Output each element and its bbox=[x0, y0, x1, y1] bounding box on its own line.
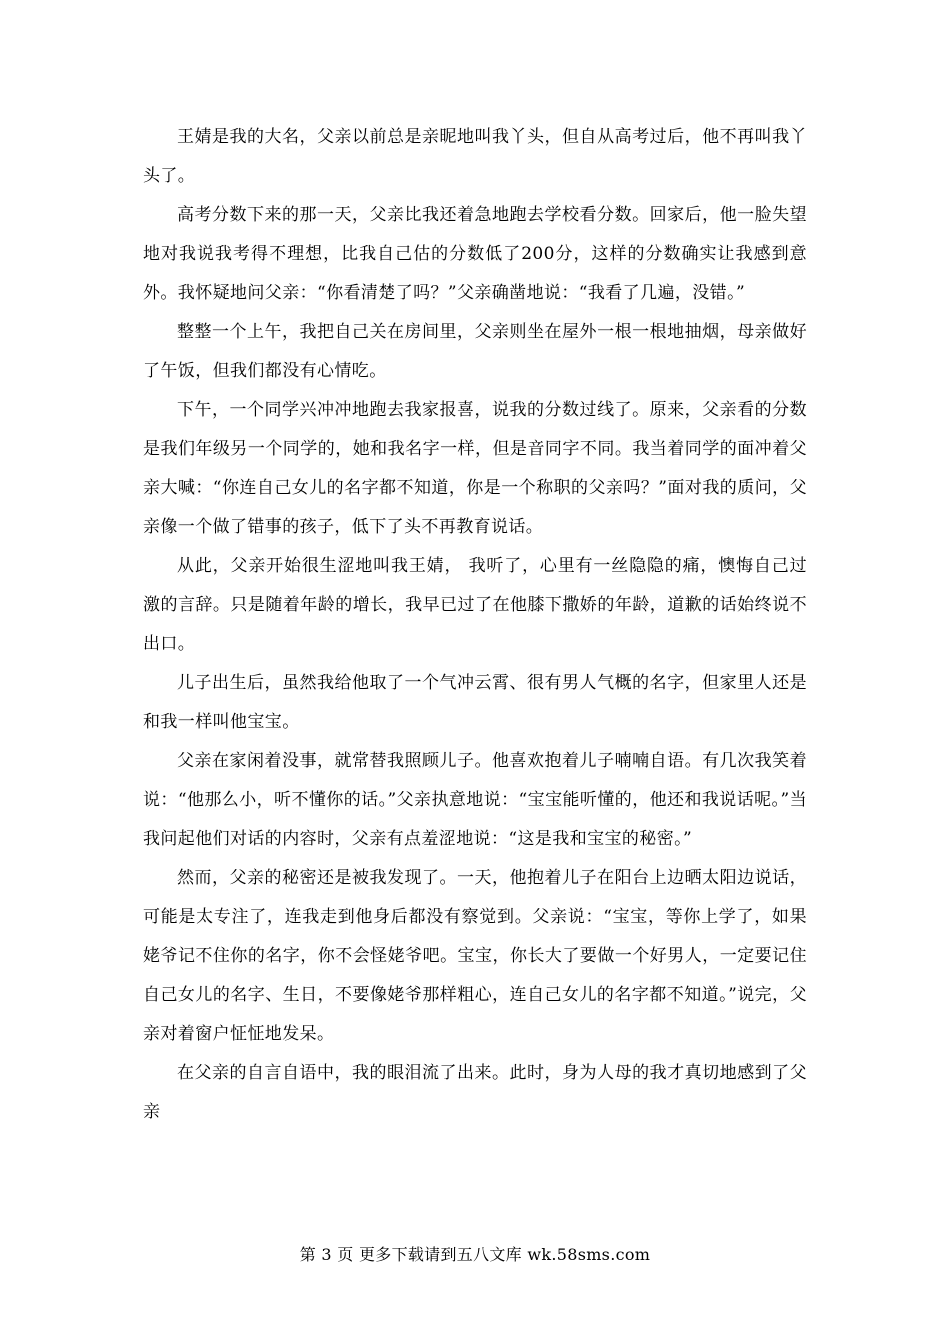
paragraph-4: 下午，一个同学兴冲冲地跑去我家报喜，说我的分数过线了。原来，父亲看的分数是我们年级另一个同学的，她和我名字一样，但是音同字不同。我当着同学的面冲着父亲大喊：“你连自己女儿的名字都不知道，你是一个称职的父亲吗？”面对我的质问，父亲像一个做了错事的孩子，低下了头不再教育说话。 bbox=[143, 400, 807, 537]
paragraph-9: 在父亲的自言自语中，我的眼泪流了出来。此时，身为人母的我才真切地感到了父亲 bbox=[143, 1063, 807, 1122]
paragraph-5: 从此，父亲开始很生涩地叫我王婧， 我听了，心里有一丝隐隐的痛，懊悔自己过激的言辞。只是随着年龄的增长，我早已过了在他膝下撒娇的年龄，道歉的话始终说不出口。 bbox=[143, 556, 807, 654]
paragraph-8: 然而，父亲的秘密还是被我发现了。一天，他抱着儿子在阳台上边晒太阳边说话，可能是太专注了，连我走到他身后都没有察觉到。父亲说：“宝宝，等你上学了，如果姥爷记不住你的名字，你不会怪姥爷吧。宝宝，你长大了要做一个好男人，一定要记住自己女儿的名字、生日，不要像姥爷那样粗心，连自己女儿的名字都不知道。”说完，父亲对着窗户怔怔地发呆。 bbox=[143, 868, 807, 1044]
page-footer: 第 3 页 更多下载请到五八文库 wk.58sms.com bbox=[299, 1245, 651, 1264]
paragraph-7: 父亲在家闲着没事，就常替我照顾儿子。他喜欢抱着儿子喃喃自语。有几次我笑着说：“他那么小，听不懂你的话。”父亲执意地说：“宝宝能听懂的，他还和我说话呢。”当我问起他们对话的内容时，父亲有点羞涩地说：“这是我和宝宝的秘密。” bbox=[143, 751, 807, 849]
paragraph-1: 王婧是我的大名，父亲以前总是亲昵地叫我丫头，但自从高考过后，他不再叫我丫头了。 bbox=[143, 127, 807, 186]
paragraph-2: 高考分数下来的那一天，父亲比我还着急地跑去学校看分数。回家后，他一脸失望地对我说我考得不理想，比我自己估的分数低了200分，这样的分数确实让我感到意外。我怀疑地问父亲：“你看清楚了吗？”父亲确凿地说：“我看了几遍，没错。” bbox=[143, 205, 807, 303]
body-text bbox=[143, 118, 807, 1132]
paragraph-3: 整整一个上午，我把自己关在房间里，父亲则坐在屋外一根一根地抽烟，母亲做好了午饭，但我们都没有心情吃。 bbox=[143, 322, 807, 381]
paragraph-6: 儿子出生后，虽然我给他取了一个气冲云霄、很有男人气概的名字，但家里人还是和我一样叫他宝宝。 bbox=[143, 673, 807, 732]
